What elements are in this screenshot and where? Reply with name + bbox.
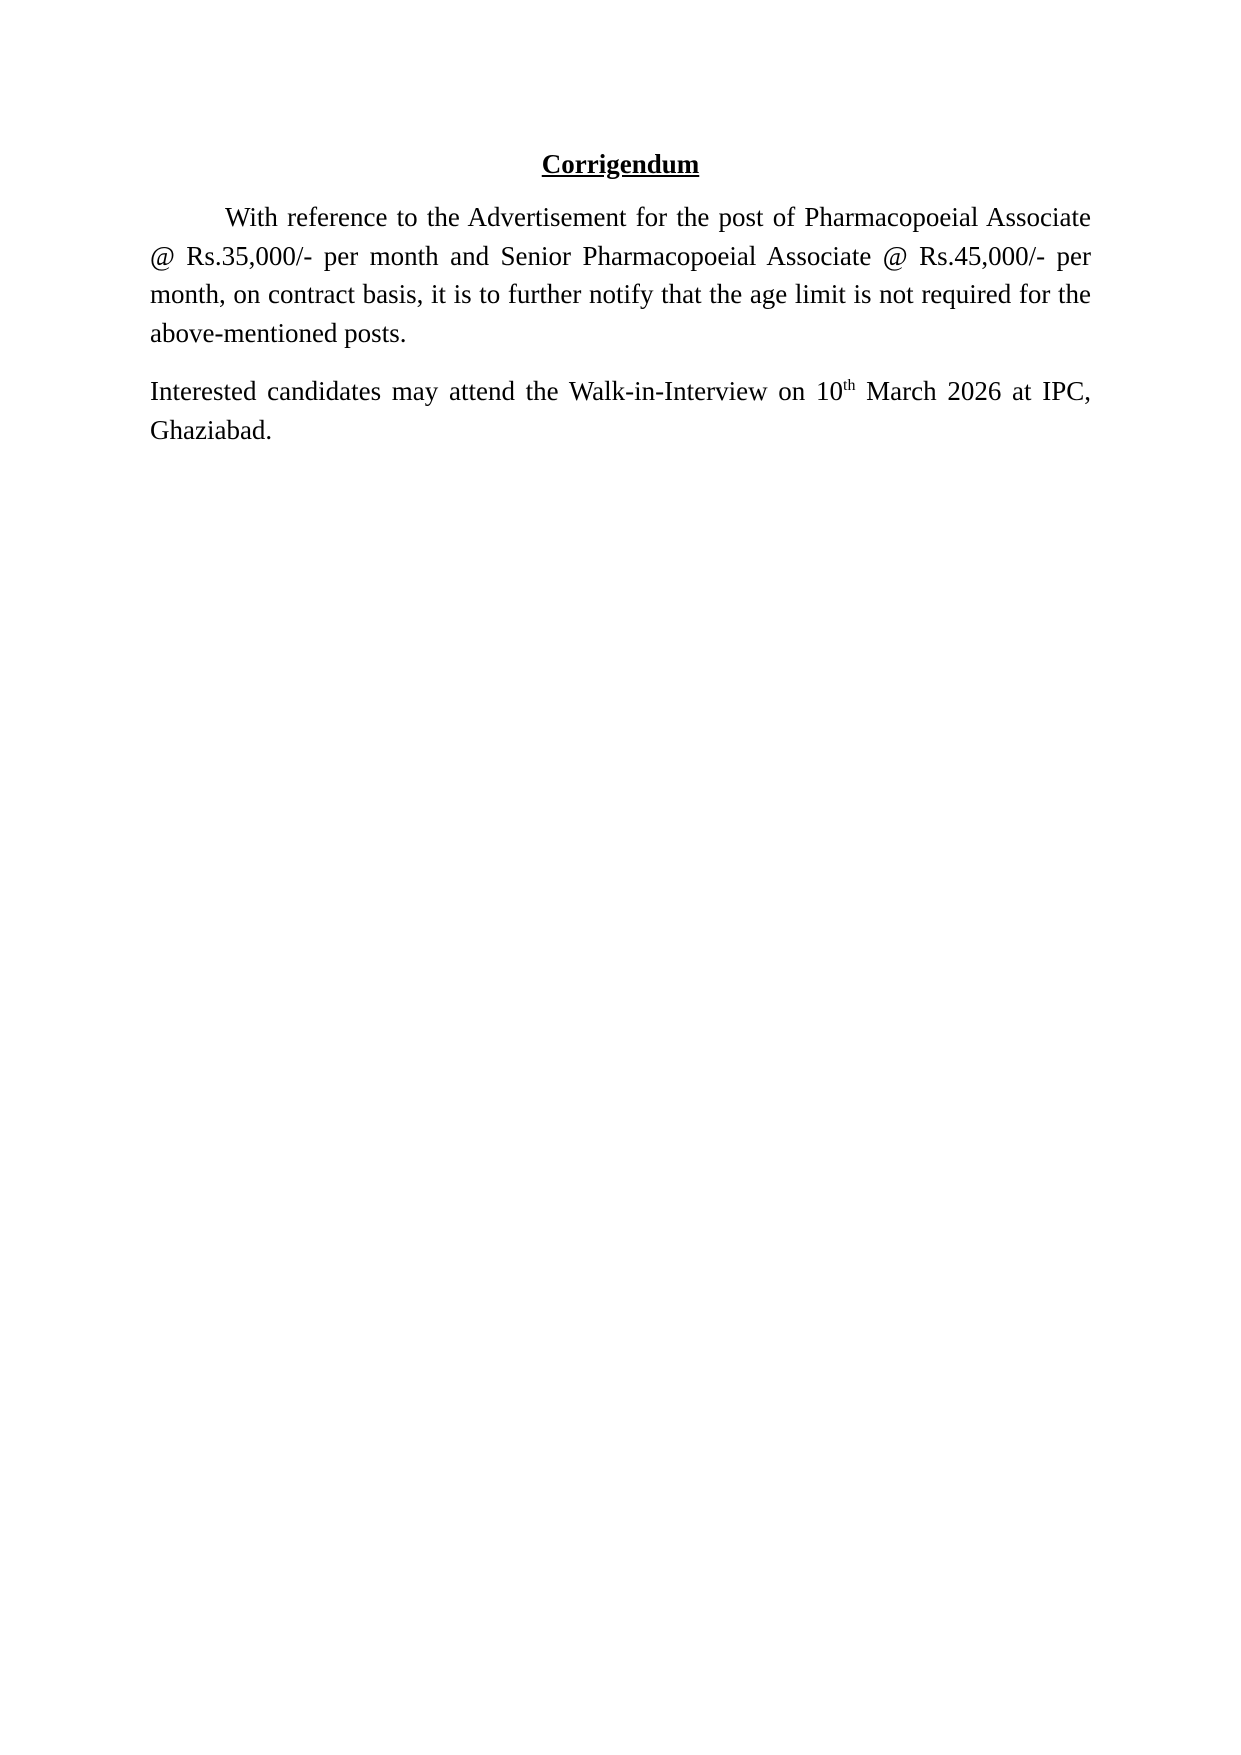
date-ordinal-suffix: th	[843, 377, 856, 394]
paragraph-interview	[150, 372, 1091, 449]
document-title: Corrigendum	[541, 149, 700, 179]
document-body	[150, 148, 1091, 469]
paragraph-notice: With reference to the Advertisement for the post of Pharmacopoeial Associate @ Rs.35,000/- per month and Senior Pharmacopoeial Associate @ Rs.45,000/- per month, on contract basis, it is to further notify that the age limit is not required for the above-mentioned posts.	[150, 202, 1091, 348]
interview-text-before: Interested candidates may attend the Walk-in-Interview on 10	[150, 376, 844, 406]
interview-text-after: March 2026 at IPC, Ghaziabad.	[150, 376, 1091, 445]
